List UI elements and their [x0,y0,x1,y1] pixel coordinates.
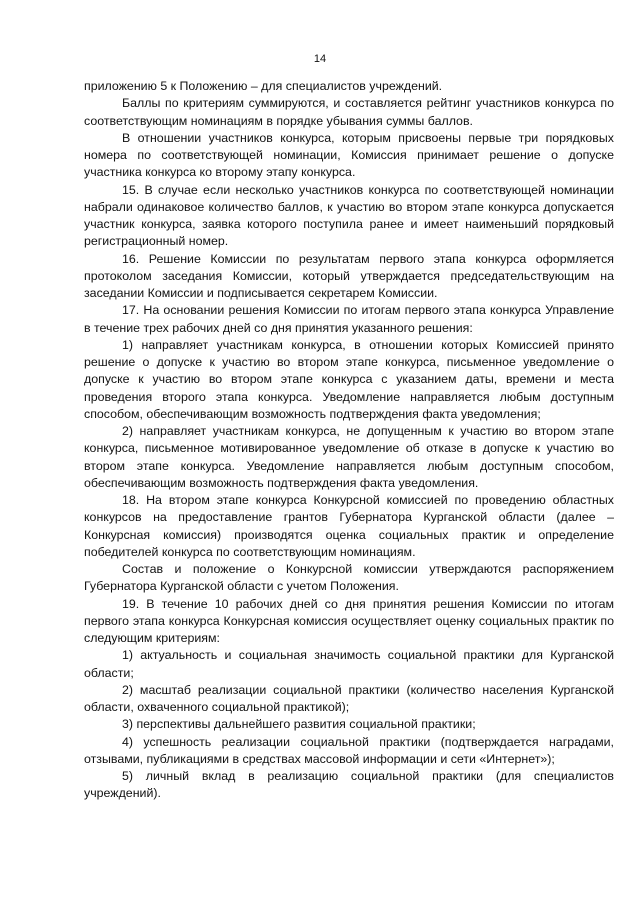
document-body [84,78,614,803]
paragraph: В отношении участников конкурса, которым присвоены первые три порядковых номера по соответствующей номинации, Комиссия принимает решение о допуске участника конкурса ко второму этапу конкурса. [84,130,614,180]
paragraph: Баллы по критериям суммируются, и составляется рейтинг участников конкурса по соответствующим номинациям в порядке убывания суммы баллов. [84,96,614,128]
paragraph: 4) успешность реализации социальной практики (подтверждается наградами, отзывами, публикациями в средствах массовой информации и сети «Интернет»); [84,734,614,766]
paragraph: 1) направляет участникам конкурса, в отношении которых Комиссией принято решение о допуске к участию во втором этапе конкурса, письменное уведомление о допуске к участию во втором этапе конкурса с указанием даты, времени и места проведения второго этапа конкурса. Уведомление направляется любым доступным способом, обеспечивающим возможность подтверждения факта уведомления; [84,337,614,421]
paragraph: 15. В случае если несколько участников конкурса по соответствующей номинации набрали одинаковое количество баллов, к участию во втором этапе конкурса допускается участник конкурса, заявка которого поступила ранее и имеет наименьший порядковый регистрационный номер. [84,182,614,249]
page-number: 14 [313,53,327,65]
paragraph: 3) перспективы дальнейшего развития социальной практики; [122,717,476,732]
paragraph: 2) направляет участникам конкурса, не допущенным к участию во втором этапе конкурса, письменное мотивированное уведомление об отказе в допуске к участию во втором этапе конкурса. Уведомление направляется любым доступным способом, обеспечивающим возможность подтверждения факта уведомления. [84,424,614,490]
paragraph: 5) личный вклад в реализацию социальной практики (для специалистов учреждений). [84,769,614,801]
paragraph: 17. На основании решения Комиссии по итогам первого этапа конкурса Управление в течение трех рабочих дней со дня принятия указанного решения: [84,303,614,335]
paragraph: Состав и положение о Конкурсной комиссии утверждаются распоряжением Губернатора Курганской области с учетом Положения. [84,562,614,594]
paragraph: 18. На втором этапе конкурса Конкурсной комиссией по проведению областных конкурсов на предоставление грантов Губернатора Курганской области (далее – Конкурсная комиссия) производятся оценка социальных практик и определение победителей конкурса по соответствующим номинациям. [84,493,614,559]
paragraph: 1) актуальность и социальная значимость социальной практики для Курганской области; [84,648,614,680]
paragraph: приложению 5 к Положению – для специалистов учреждений. [84,79,443,93]
paragraph: 16. Решение Комиссии по результатам первого этапа конкурса оформляется протоколом заседания Комиссии, который утверждается председательствующим на заседании Комиссии и подписывается секретарем Комиссии. [84,251,614,300]
paragraph: 2) масштаб реализации социальной практики (количество населения Курганской области, охваченного социальной практикой); [84,682,614,714]
paragraph: 19. В течение 10 рабочих дней со дня принятия решения Комиссии по итогам первого этапа конкурса Конкурсная комиссия осуществляет оценку социальных практик по следующим критериям: [84,596,614,645]
